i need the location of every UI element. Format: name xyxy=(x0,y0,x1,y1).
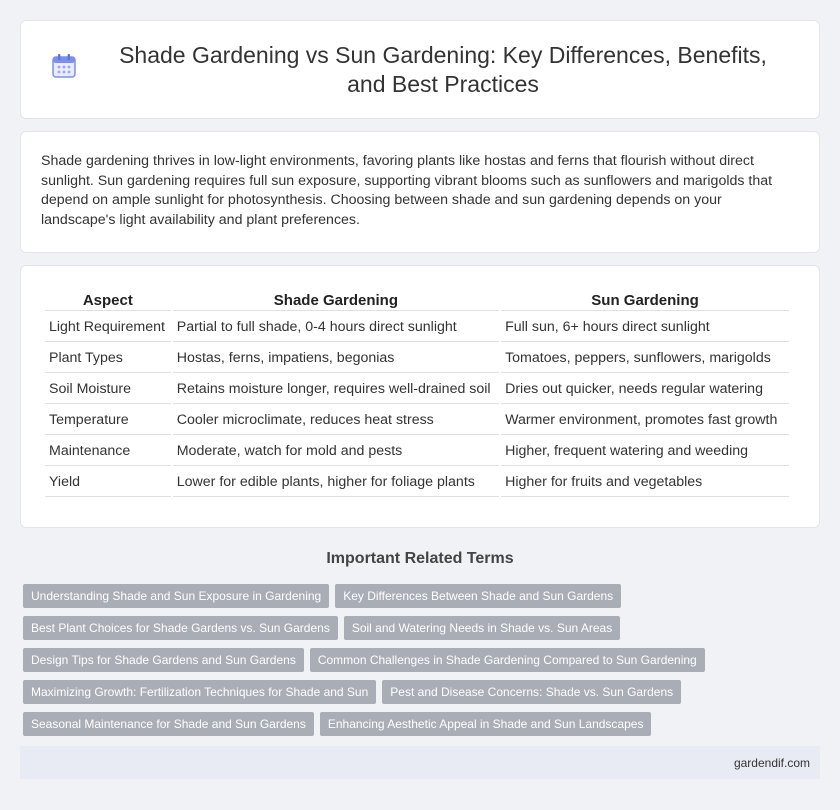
table-cell: Retains moisture longer, requires well-drained soil xyxy=(173,375,499,404)
table-cell: Maintenance xyxy=(45,437,171,466)
related-term-tag[interactable]: Enhancing Aesthetic Appeal in Shade and Sun Landscapes xyxy=(320,712,652,736)
table-row xyxy=(45,468,789,497)
tag-row xyxy=(23,680,820,704)
table-cell: Plant Types xyxy=(45,344,171,373)
tag-row xyxy=(23,648,820,672)
related-term-tag[interactable]: Understanding Shade and Sun Exposure in Gardening xyxy=(23,584,329,608)
table-cell: Moderate, watch for mold and pests xyxy=(173,437,499,466)
related-term-tag[interactable]: Maximizing Growth: Fertilization Techniques for Shade and Sun xyxy=(23,680,376,704)
table-cell: Higher for fruits and vegetables xyxy=(501,468,789,497)
table-header-cell: Sun Gardening xyxy=(501,290,789,311)
table-header-row xyxy=(45,290,789,311)
title-card xyxy=(20,20,820,119)
table-cell: Soil Moisture xyxy=(45,375,171,404)
comparison-table-card xyxy=(20,265,820,528)
related-terms-heading: Important Related Terms xyxy=(326,550,514,567)
page-title: Shade Gardening vs Sun Gardening: Key Differences, Benefits, and Best Practices xyxy=(119,41,767,97)
related-term-tag[interactable]: Common Challenges in Shade Gardening Compared to Sun Gardening xyxy=(310,648,705,672)
table-header-cell: Aspect xyxy=(45,290,171,311)
tag-row xyxy=(23,616,820,640)
table-row xyxy=(45,437,789,466)
table-row xyxy=(45,406,789,435)
title-row xyxy=(51,41,789,99)
related-term-tag[interactable]: Best Plant Choices for Shade Gardens vs. Sun Gardens xyxy=(23,616,338,640)
table-cell: Full sun, 6+ hours direct sunlight xyxy=(501,313,789,342)
table-cell: Warmer environment, promotes fast growth xyxy=(501,406,789,435)
table-cell: Dries out quicker, needs regular watering xyxy=(501,375,789,404)
table-cell: Temperature xyxy=(45,406,171,435)
tag-row xyxy=(23,584,820,608)
footer xyxy=(20,746,820,779)
calendar-icon xyxy=(51,53,77,79)
table-cell: Higher, frequent watering and weeding xyxy=(501,437,789,466)
comparison-table xyxy=(43,288,791,499)
footer-site-link[interactable]: gardendif.com xyxy=(733,755,810,770)
related-term-tag[interactable]: Seasonal Maintenance for Shade and Sun Gardens xyxy=(23,712,314,736)
table-header-cell: Shade Gardening xyxy=(173,290,499,311)
table-cell: Cooler microclimate, reduces heat stress xyxy=(173,406,499,435)
related-term-tag[interactable]: Key Differences Between Shade and Sun Gardens xyxy=(335,584,621,608)
related-term-tag[interactable]: Soil and Watering Needs in Shade vs. Sun Areas xyxy=(344,616,620,640)
related-term-tag[interactable]: Pest and Disease Concerns: Shade vs. Sun Gardens xyxy=(382,680,681,704)
intro-card xyxy=(20,131,820,253)
table-cell: Yield xyxy=(45,468,171,497)
tag-row xyxy=(23,712,820,736)
related-term-tag[interactable]: Design Tips for Shade Gardens and Sun Gardens xyxy=(23,648,304,672)
table-row xyxy=(45,344,789,373)
table-row xyxy=(45,375,789,404)
table-cell: Lower for edible plants, higher for foliage plants xyxy=(173,468,499,497)
table-cell: Tomatoes, peppers, sunflowers, marigolds xyxy=(501,344,789,373)
table-row xyxy=(45,313,789,342)
table-cell: Hostas, ferns, impatiens, begonias xyxy=(173,344,499,373)
related-terms-list xyxy=(20,584,820,736)
table-cell: Light Requirement xyxy=(45,313,171,342)
table-cell: Partial to full shade, 0-4 hours direct sunlight xyxy=(173,313,499,342)
intro-paragraph: Shade gardening thrives in low-light environments, favoring plants like hostas and ferns that flourish without direct sunlight. Sun gardening requires full sun exposure, supporting vibrant blooms such as sunflowers and marigolds that depend on ample sunlight for photosynthesis. Choosing between shade and sun gardening depends on your landscape's light availability and plant preferences. xyxy=(41,153,773,228)
